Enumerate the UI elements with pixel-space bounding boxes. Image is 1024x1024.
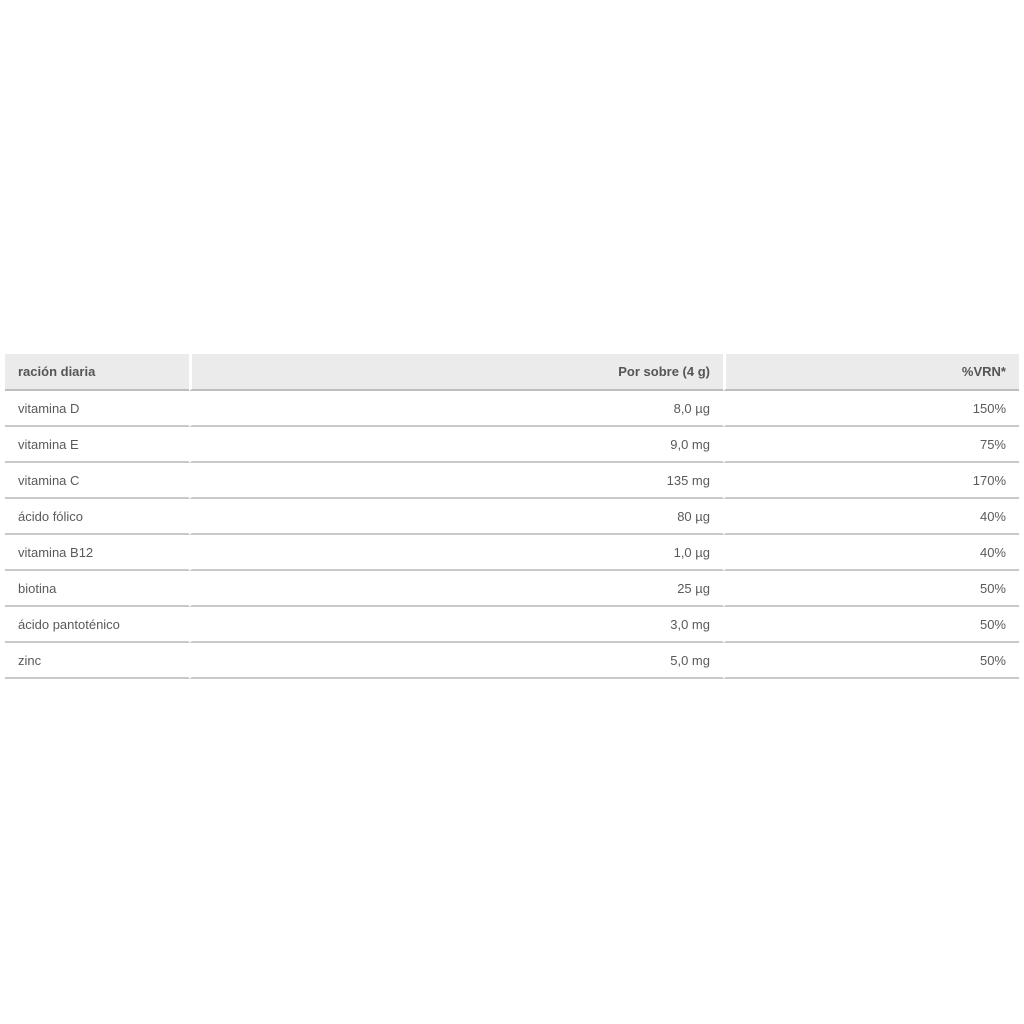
nutrient-vrn: 75%: [723, 427, 1019, 463]
nutrient-amount: 80 µg: [189, 499, 723, 535]
header-per-sachet: Por sobre (4 g): [189, 354, 723, 391]
table-row: [5, 391, 1019, 427]
nutrition-table: [5, 354, 1019, 679]
table-row: [5, 427, 1019, 463]
table-row: [5, 463, 1019, 499]
nutrient-name: vitamina E: [5, 427, 189, 463]
table-row: [5, 571, 1019, 607]
table-row: [5, 499, 1019, 535]
nutrient-vrn: 40%: [723, 535, 1019, 571]
header-vrn: %VRN*: [723, 354, 1019, 391]
nutrient-amount: 135 mg: [189, 463, 723, 499]
nutrient-vrn: 170%: [723, 463, 1019, 499]
nutrient-vrn: 50%: [723, 643, 1019, 679]
nutrient-name: vitamina B12: [5, 535, 189, 571]
nutrient-amount: 9,0 mg: [189, 427, 723, 463]
nutrient-vrn: 50%: [723, 571, 1019, 607]
table-header-row: [5, 354, 1019, 391]
nutrient-vrn: 150%: [723, 391, 1019, 427]
nutrient-amount: 25 µg: [189, 571, 723, 607]
nutrient-vrn: 40%: [723, 499, 1019, 535]
nutrient-vrn: 50%: [723, 607, 1019, 643]
nutrient-amount: 1,0 µg: [189, 535, 723, 571]
nutrient-name: biotina: [5, 571, 189, 607]
nutrient-amount: 8,0 µg: [189, 391, 723, 427]
nutrient-name: ácido pantoténico: [5, 607, 189, 643]
header-daily-ration: ración diaria: [5, 354, 189, 391]
nutrient-name: vitamina D: [5, 391, 189, 427]
nutrient-name: vitamina C: [5, 463, 189, 499]
table-row: [5, 607, 1019, 643]
nutrient-amount: 5,0 mg: [189, 643, 723, 679]
nutrient-name: ácido fólico: [5, 499, 189, 535]
nutrient-amount: 3,0 mg: [189, 607, 723, 643]
table-row: [5, 535, 1019, 571]
nutrient-name: zinc: [5, 643, 189, 679]
table-row: [5, 643, 1019, 679]
